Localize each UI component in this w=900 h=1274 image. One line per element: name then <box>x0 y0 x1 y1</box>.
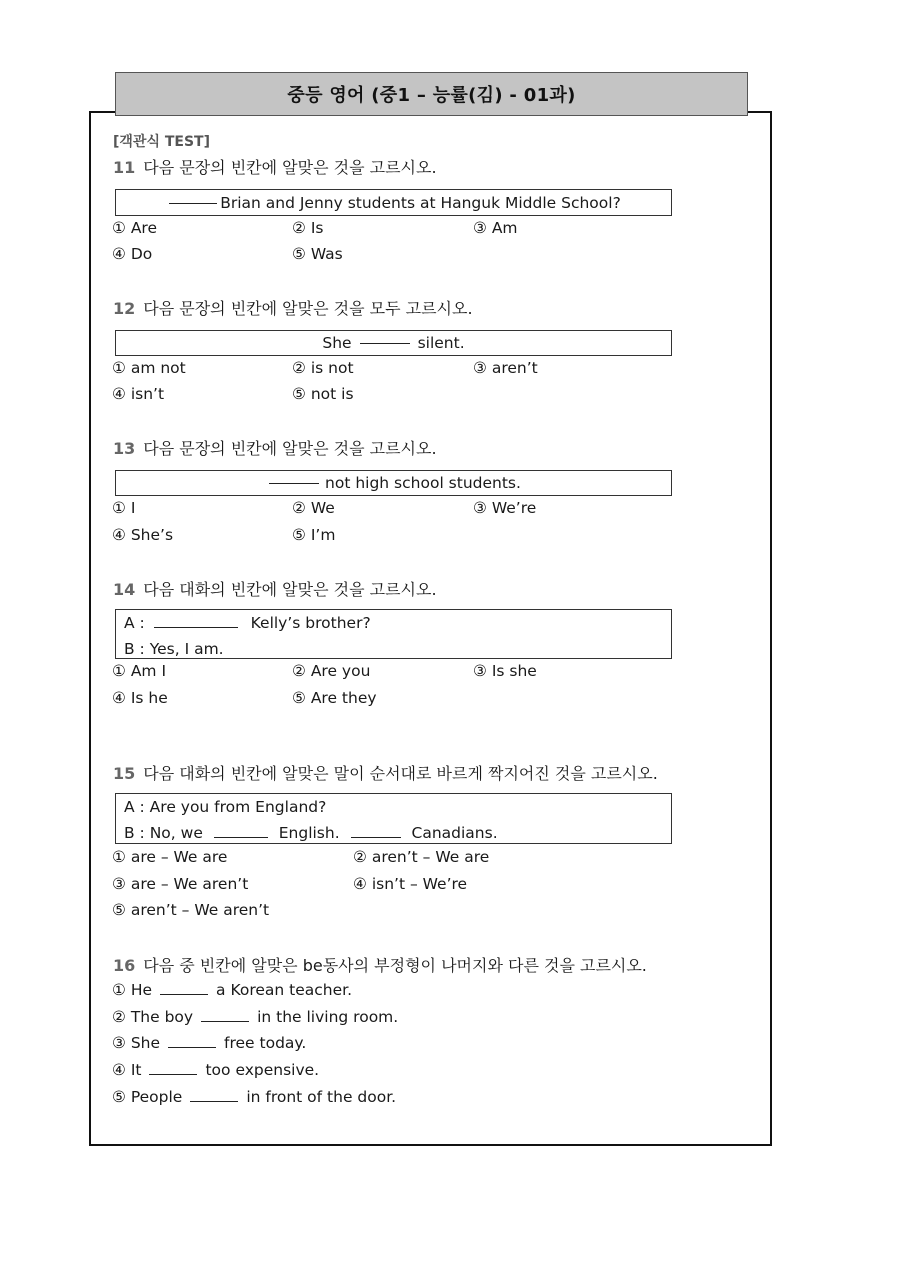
answer-blank <box>360 342 410 344</box>
q15-line-b-mid: English. <box>278 824 340 842</box>
item-predicate: in front of the door. <box>246 1088 397 1106</box>
q13-option-2: ② We <box>292 499 335 517</box>
question-11 <box>113 155 437 178</box>
question-text: 다음 대화의 빈칸에 알맞은 것을 고르시오. <box>143 580 437 599</box>
answer-blank <box>201 1020 249 1022</box>
item-subject: ② The boy <box>112 1008 194 1026</box>
question-text: 다음 문장의 빈칸에 알맞은 것을 고르시오. <box>143 439 437 458</box>
answer-blank <box>154 626 238 628</box>
q15-dialogue-line-a: A : Are you from England? <box>124 798 327 816</box>
answer-blank <box>351 836 401 838</box>
question-15 <box>113 761 658 784</box>
answer-blank <box>190 1100 238 1102</box>
q11-option-5: ⑤ Was <box>292 245 343 263</box>
q12-option-4: ④ isn’t <box>112 385 165 403</box>
q13-option-5: ⑤ I’m <box>292 526 336 544</box>
question-text: 다음 대화의 빈칸에 알맞은 말이 순서대로 바르게 짝지어진 것을 고르시오. <box>143 764 658 783</box>
answer-blank <box>149 1073 197 1075</box>
item-subject: ③ She <box>112 1034 161 1052</box>
section-label: [객관식 TEST] <box>113 134 210 150</box>
q15-line-b-end: Canadians. <box>411 824 498 842</box>
q12-option-3: ③ aren’t <box>473 359 538 377</box>
question-12 <box>113 296 473 319</box>
answer-blank <box>169 202 217 204</box>
question-text: 다음 문장의 빈칸에 알맞은 것을 모두 고르시오. <box>143 299 473 318</box>
q16-item-3 <box>112 1034 306 1052</box>
question-number: 11 <box>113 158 136 177</box>
q15-dialogue-box <box>115 793 672 844</box>
item-predicate: a Korean teacher. <box>216 981 353 999</box>
q11-option-3: ③ Am <box>473 219 518 237</box>
q14-dialogue-line-b: B : Yes, I am. <box>124 640 224 658</box>
q13-option-3: ③ We’re <box>473 499 537 517</box>
question-number: 12 <box>113 299 136 318</box>
q16-item-2 <box>112 1008 398 1026</box>
q15-line-b-start: B : No, we <box>124 824 203 842</box>
item-subject: ① He <box>112 981 153 999</box>
question-14 <box>113 577 437 600</box>
answer-blank <box>160 993 208 995</box>
q11-option-2: ② Is <box>292 219 324 237</box>
q14-option-5: ⑤ Are they <box>292 689 377 707</box>
q15-option-5: ⑤ aren’t – We aren’t <box>112 901 270 919</box>
q14-line-a-text: Kelly’s brother? <box>250 614 371 632</box>
item-subject: ⑤ People <box>112 1088 183 1106</box>
answer-blank <box>214 836 268 838</box>
q15-option-2: ② aren’t – We are <box>353 848 490 866</box>
answer-blank <box>269 482 319 484</box>
q14-option-2: ② Are you <box>292 662 371 680</box>
q12-option-1: ① am not <box>112 359 186 377</box>
q13-option-4: ④ She’s <box>112 526 174 544</box>
question-16 <box>113 953 647 976</box>
question-text: 다음 문장의 빈칸에 알맞은 것을 고르시오. <box>143 158 437 177</box>
item-predicate: in the living room. <box>257 1008 399 1026</box>
item-predicate: free today. <box>224 1034 307 1052</box>
q11-sentence: Brian and Jenny students at Hanguk Middle School? <box>220 193 621 212</box>
q14-dialogue-line-a <box>116 610 671 636</box>
q13-option-1: ① I <box>112 499 136 517</box>
q12-sentence-start: She <box>322 334 352 352</box>
q11-sentence-box <box>115 189 672 216</box>
q12-sentence-box <box>115 330 672 356</box>
q15-option-1: ① are – We are <box>112 848 228 866</box>
q16-item-5 <box>112 1088 396 1106</box>
q16-item-4 <box>112 1061 319 1079</box>
q14-option-1: ① Am I <box>112 662 167 680</box>
q16-item-1 <box>112 981 352 999</box>
q15-option-4: ④ isn’t – We’re <box>353 875 468 893</box>
q11-option-4: ④ Do <box>112 245 153 263</box>
question-number: 15 <box>113 764 136 783</box>
q12-sentence-end: silent. <box>417 334 465 352</box>
item-predicate: too expensive. <box>205 1061 320 1079</box>
q13-sentence-box <box>115 470 672 496</box>
q14-option-4: ④ Is he <box>112 689 168 707</box>
q14-dialogue-box <box>115 609 672 659</box>
speaker-a: A : <box>124 614 145 632</box>
q14-option-3: ③ Is she <box>473 662 537 680</box>
item-subject: ④ It <box>112 1061 142 1079</box>
question-number: 14 <box>113 580 136 599</box>
question-number: 13 <box>113 439 136 458</box>
worksheet-title: 중등 영어 (중1 – 능률(김) - 01과) <box>115 72 748 116</box>
answer-blank <box>168 1046 216 1048</box>
q12-option-5: ⑤ not is <box>292 385 354 403</box>
question-number: 16 <box>113 956 136 975</box>
q13-sentence: not high school students. <box>325 474 521 492</box>
question-13 <box>113 436 437 459</box>
q15-dialogue-line-b <box>116 820 671 846</box>
q12-option-2: ② is not <box>292 359 354 377</box>
q11-option-1: ① Are <box>112 219 157 237</box>
q15-option-3: ③ are – We aren’t <box>112 875 249 893</box>
question-text: 다음 중 빈칸에 알맞은 be동사의 부정형이 나머지와 다른 것을 고르시오. <box>143 956 647 975</box>
